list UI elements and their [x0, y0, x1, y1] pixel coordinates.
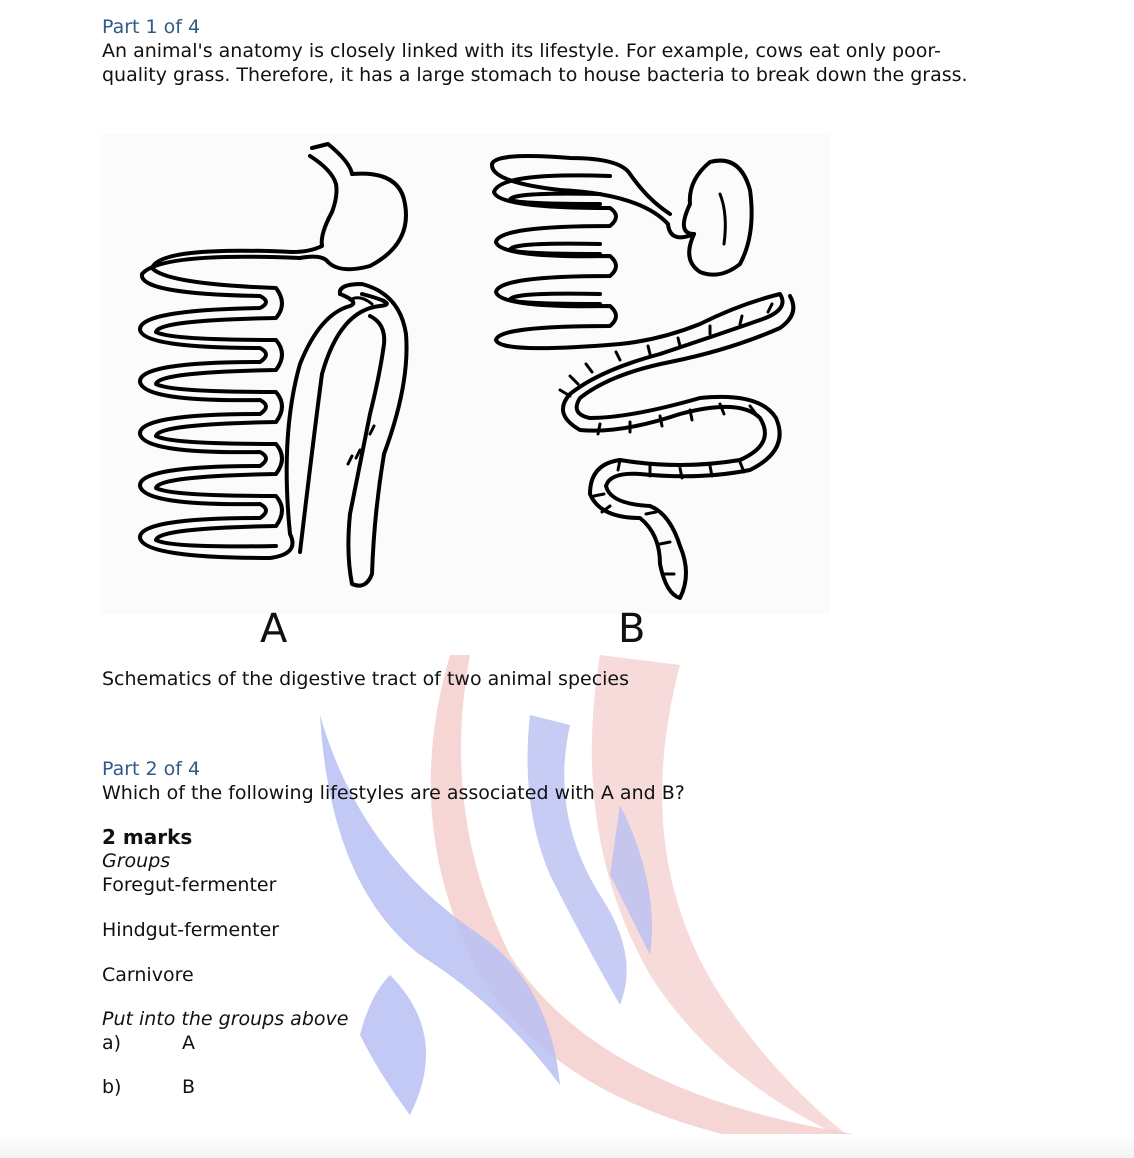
answer-row: [102, 1075, 1002, 1099]
diagram-a-label: A: [260, 606, 288, 652]
group-item: Carnivore: [102, 964, 194, 986]
answer-row: [102, 1031, 1002, 1055]
answer-value: A: [182, 1032, 195, 1054]
instruction-text: Put into the groups above: [102, 1008, 349, 1030]
marks-label: 2 marks: [102, 825, 193, 849]
page-bottom-edge: [0, 1134, 1134, 1158]
group-item: Foregut-fermenter: [102, 874, 277, 896]
group-item: Hindgut-fermenter: [102, 919, 280, 941]
diagram-b-label: B: [618, 606, 646, 652]
part1-intro-text: An animal's anatomy is closely linked with its lifestyle. For example, cows eat only poor-quality grass. Therefore, it has a large stomach to house bacteria to break down the grass.: [102, 40, 968, 86]
part2-question: Which of the following lifestyles are associated with A and B?: [102, 782, 685, 804]
figure-caption: Schematics of the digestive tract of two animal species: [102, 668, 630, 690]
part1-heading: Part 1 of 4: [102, 16, 201, 38]
answer-value: B: [182, 1076, 196, 1098]
groups-label: Groups: [102, 850, 171, 872]
digestive-tract-figure: [100, 134, 830, 614]
part2-heading: Part 2 of 4: [102, 758, 201, 780]
answer-letter: b): [102, 1076, 122, 1098]
answer-letter: a): [102, 1032, 122, 1054]
part2-section: [102, 757, 1002, 1099]
